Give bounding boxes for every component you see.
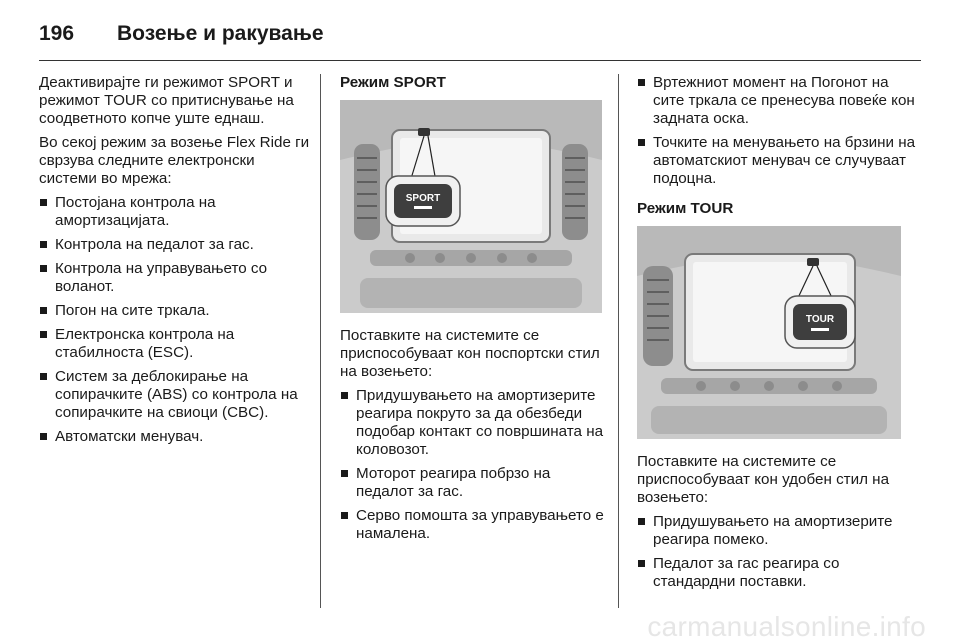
sport-effects-list [340,387,606,543]
footer-watermark: carmanualsonline.info [647,611,926,642]
column-divider [320,74,321,608]
list-item: Контрола на педалот за гас. [39,236,315,254]
list-item: Систем за деблокирање на сопирачките (ABS) со контрола на сопирачките на свиоци (CBC). [39,368,315,422]
list-item: Постојана контрола на амортизацијата. [39,194,315,230]
list-item: Точките на менувањето на брзини на автоматскиот менувач се случуваат подоцна. [637,134,923,188]
bullet-square-icon [40,331,47,338]
list-item: Контрола на управувањето со воланот. [39,260,315,296]
list-item: Серво помошта за управувањето е намалена. [340,507,606,543]
page-header [39,18,921,62]
bullet-square-icon [40,373,47,380]
bullet-square-icon [638,560,645,567]
bullet-square-icon [638,79,645,86]
bullet-square-icon [40,241,47,248]
tour-description: Поставките на системите се приспособуваат кон удобен стил на возењето: [637,453,890,506]
sport-button-label: SPORT [405,193,441,204]
systems-list [39,194,315,446]
flexride-paragraph: Во секој режим за возење Flex Ride ги сврзува следните електронски системи во мрежа: [39,134,310,187]
bullet-square-icon [638,518,645,525]
list-item: Електронска контрола на стабилноста (ESC). [39,326,315,362]
column-3 [637,74,923,597]
list-item: Придушувањето на амортизерите реагира помеко. [637,513,923,549]
bullet-square-icon [40,265,47,272]
chapter-title: Возење и ракување [117,22,324,45]
list-item: Моторот реагира побрзо на педалот за гас. [340,465,606,501]
sport-description: Поставките на системите се приспособуваат кон поспортски стил на возењето: [340,327,600,380]
tour-mode-heading: Режим TOUR [637,200,734,217]
bullet-square-icon [341,392,348,399]
column-divider [618,74,619,608]
tour-mode-figure [637,226,901,439]
sport-effects-list-continued [637,74,923,188]
bullet-square-icon [40,433,47,440]
list-item: Погон на сите тркала. [39,302,315,320]
sport-mode-figure [340,100,602,313]
list-item: Автоматски менувач. [39,428,315,446]
column-1 [39,74,315,452]
bullet-square-icon [40,307,47,314]
bullet-square-icon [40,199,47,206]
list-item: Вртежниот момент на Погонот на сите тркала се пренесува повеќе кон задната оска. [637,74,923,128]
bullet-square-icon [638,139,645,146]
sport-mode-heading: Режим SPORT [340,74,446,91]
header-rule [39,60,921,61]
list-item: Педалот за гас реагира со стандардни поставки. [637,555,923,591]
tour-button-label: TOUR [805,314,835,325]
deactivate-paragraph: Деактивирајте ги режимот SPORT и режимот TOUR со притиснување на соодветното копче уште еднаш. [39,74,294,127]
column-2 [340,74,606,549]
page-number: 196 [39,22,75,45]
list-item: Придушувањето на амортизерите реагира покруто за да обезбеди подобар контакт со површината на коловозот. [340,387,606,459]
bullet-square-icon [341,512,348,519]
bullet-square-icon [341,470,348,477]
tour-effects-list [637,513,923,591]
